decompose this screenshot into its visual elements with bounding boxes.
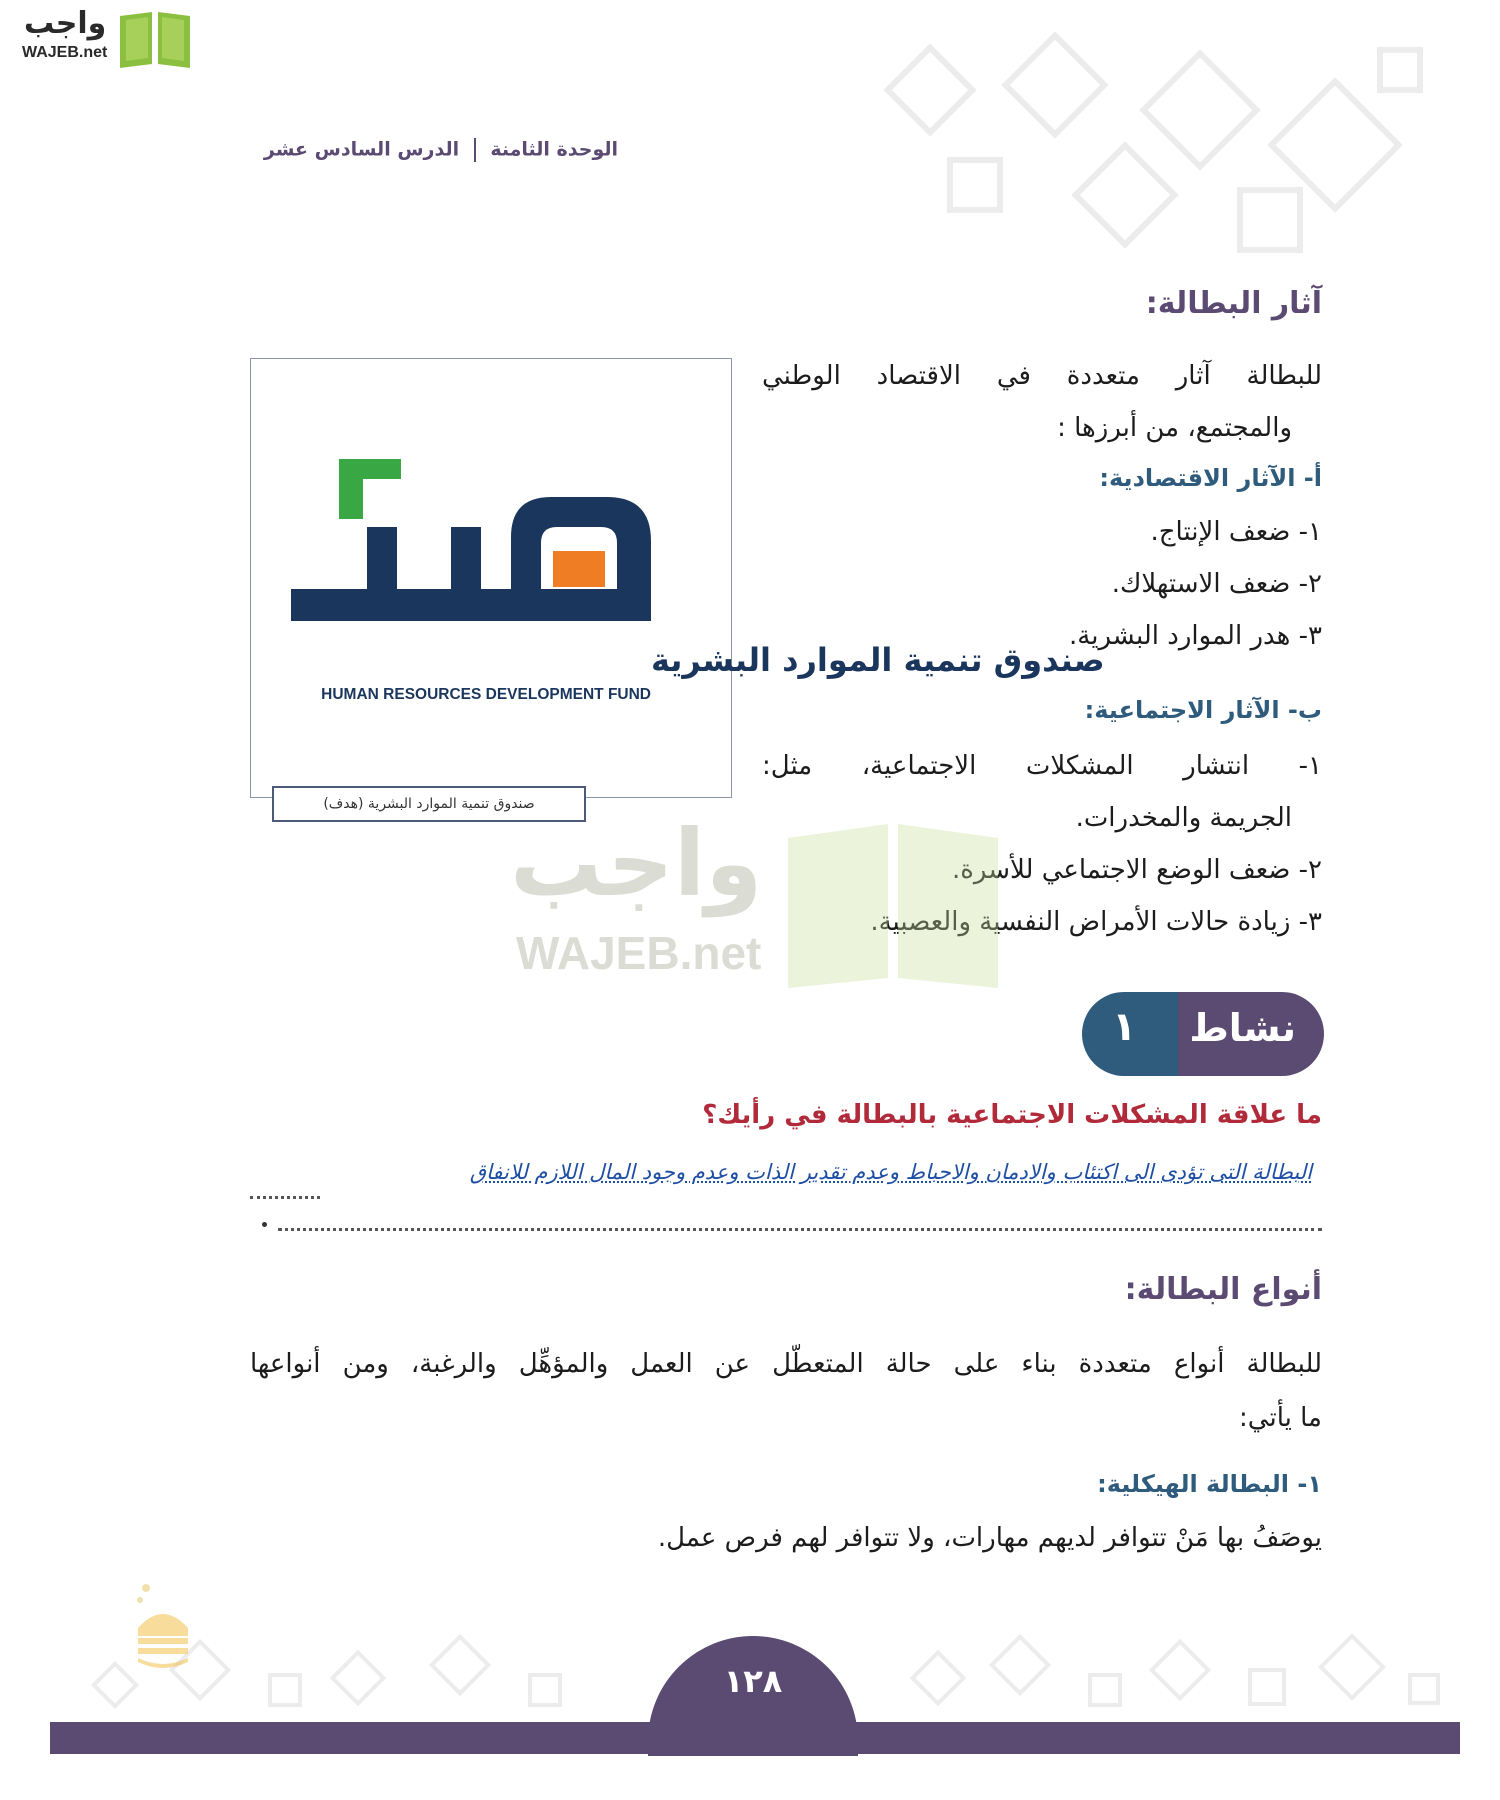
- hrdf-english-name: HUMAN RESOURCES DEVELOPMENT FUND: [321, 686, 651, 703]
- answer-line-end-dot: [262, 1222, 267, 1227]
- effects-intro-line2: والمجتمع، من أبرزها :: [1057, 413, 1292, 443]
- activity-label: نشاط: [1189, 1006, 1296, 1050]
- effects-intro-line1: للبطالة آثار متعددة في الاقتصاد الوطني: [762, 361, 1322, 391]
- unit-label: الوحدة الثامنة: [490, 138, 618, 161]
- types-section-title: أنواع البطالة:: [1124, 1272, 1322, 1307]
- effects-section-title: آثار البطالة:: [1145, 286, 1322, 321]
- logo-caption: صندوق تنمية الموارد البشرية (هدف): [272, 786, 586, 822]
- social-item-2: ٢- ضعف الوضع الاجتماعي للأسرة.: [952, 855, 1322, 885]
- page-number: ١٢٨: [723, 1662, 783, 1700]
- structural-unemployment-desc: يوصَفُ بها مَنْ تتوافر لديهم مهارات، ولا تتوافر لهم فرص عمل.: [657, 1523, 1322, 1553]
- unit-lesson-header: [264, 138, 618, 162]
- social-effects-title: ب- الآثار الاجتماعية:: [1084, 696, 1322, 724]
- watermark-latin: WAJEB.net: [516, 927, 762, 979]
- brand-arabic: واجب: [24, 6, 107, 41]
- answer-line-2[interactable]: [278, 1228, 1322, 1231]
- economic-item-1: ١- ضعف الإنتاج.: [1150, 517, 1322, 547]
- social-item-1-line1: ١- انتشار المشكلات الاجتماعية، مثل:: [762, 751, 1322, 781]
- economic-effects-title: أ- الآثار الاقتصادية:: [1099, 464, 1322, 492]
- types-intro-line2: ما يأتي:: [1239, 1403, 1322, 1433]
- economic-item-3: ٣- هدر الموارد البشرية.: [1069, 621, 1322, 651]
- header-separator: [474, 138, 476, 162]
- lesson-label: الدرس السادس عشر: [263, 138, 460, 161]
- structural-unemployment-title: ١- البطالة الهيكلية:: [1097, 1470, 1322, 1498]
- decorative-pattern-top: [860, 40, 1460, 280]
- activity-number: ١: [1112, 1004, 1137, 1050]
- social-item-1-line2: الجريمة والمخدرات.: [1075, 803, 1292, 833]
- brand-logo[interactable]: [10, 6, 200, 68]
- watermark-arabic: واجب: [510, 810, 763, 917]
- activity-badge: [1082, 992, 1324, 1076]
- wajeb-watermark: [510, 810, 1010, 988]
- types-intro-line1: للبطالة أنواع متعددة بناء على حالة المتعطّل عن العمل والمؤهِّل والرغبة، ومن أنواعها: [250, 1349, 1322, 1379]
- hrdf-arabic-name: صندوق تنمية الموارد البشرية: [651, 641, 1105, 679]
- economic-item-2: ٢- ضعف الاستهلاك.: [1111, 569, 1322, 599]
- activity-answer[interactable]: البطالة التى تؤدى الى اكتئاب والادمان والاحباط وعدم تقدير الذات وعدم وجود المال اللازم للانفاق: [469, 1160, 1312, 1184]
- watermark-book-icon: [778, 818, 1008, 988]
- brand-latin: WAJEB.net: [22, 44, 108, 61]
- activity-question: ما علاقة المشكلات الاجتماعية بالبطالة في رأيك؟: [702, 1100, 1322, 1130]
- answer-line-1-tail: [250, 1196, 320, 1199]
- social-item-3: ٣- زيادة حالات الأمراض النفسية والعصبية.: [870, 907, 1322, 937]
- book-icon: [116, 8, 194, 68]
- footer-bar: [50, 1722, 1460, 1754]
- ministry-emblem-icon: [128, 1578, 198, 1668]
